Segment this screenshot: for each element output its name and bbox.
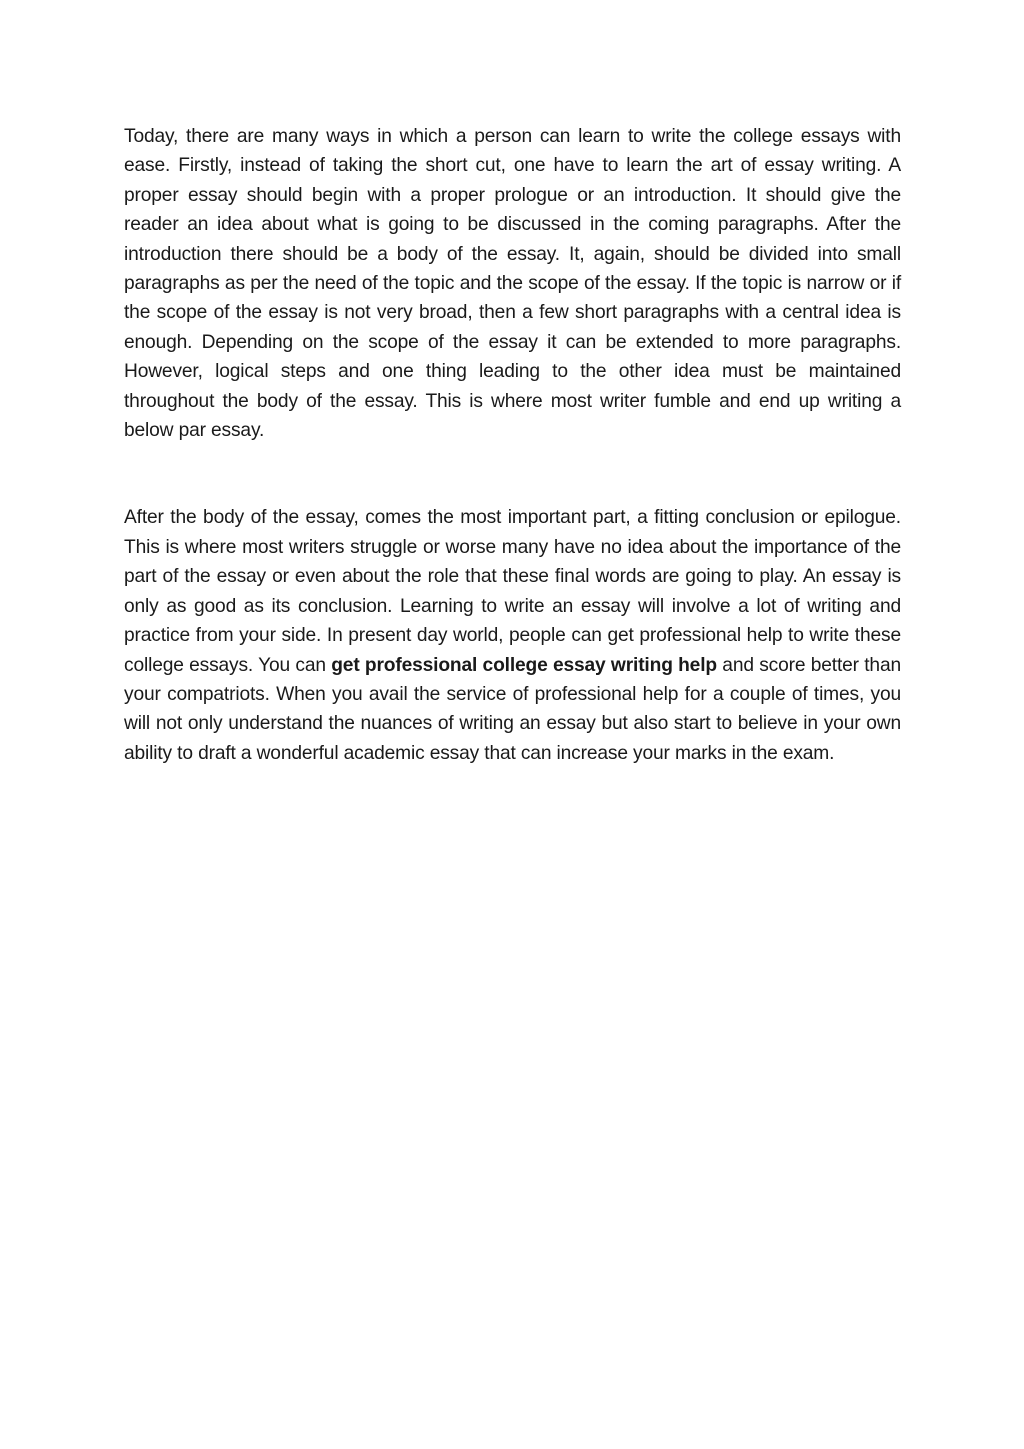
paragraph-introduction: Today, there are many ways in which a person can learn to write the college essays with ease. Firstly, instead of taking the short cut, one have to learn the art of essay writing. A proper essay should begin with a proper prologue or an introduction. It should give the reader an idea about what is going to be discussed in the coming paragraphs. After the introduction there should be a body of the essay. It, again, should be divided into small paragraphs as per the need of the topic and the scope of the essay. If the topic is narrow or if the scope of the essay is not very broad, then a few short paragraphs with a central idea is enough. Depending on the scope of the essay it can be extended to more paragraphs. However, logical steps and one thing leading to the other idea must be maintained throughout the body of the essay. This is where most writer fumble and end up writing a below par essay.: [124, 126, 901, 442]
document-body: [124, 122, 901, 768]
paragraph-conclusion: [124, 503, 901, 768]
paragraph-conclusion-text-end: and score better than your compatriots. When you avail the service of professional help for a couple of times, you will not only understand the nuances of writing an essay but also start to believe in your own ability to draft a wonderful academic essay that can increase your marks in the exam.: [124, 654, 901, 764]
paragraph-conclusion-text-start: After the body of the essay, comes the most important part, a fitting conclusion or epilogue. This is where most writers struggle or worse many have no idea about the importance of the part of the essay or even about the role that these final words are going to play. An essay is only as good as its conclusion. Learning to write an essay will involve a lot of writing and practice from your side. In present day world, people can get professional help to write these college essays. You can: [124, 507, 901, 676]
bold-phrase: get professional college essay writing help: [331, 654, 717, 676]
